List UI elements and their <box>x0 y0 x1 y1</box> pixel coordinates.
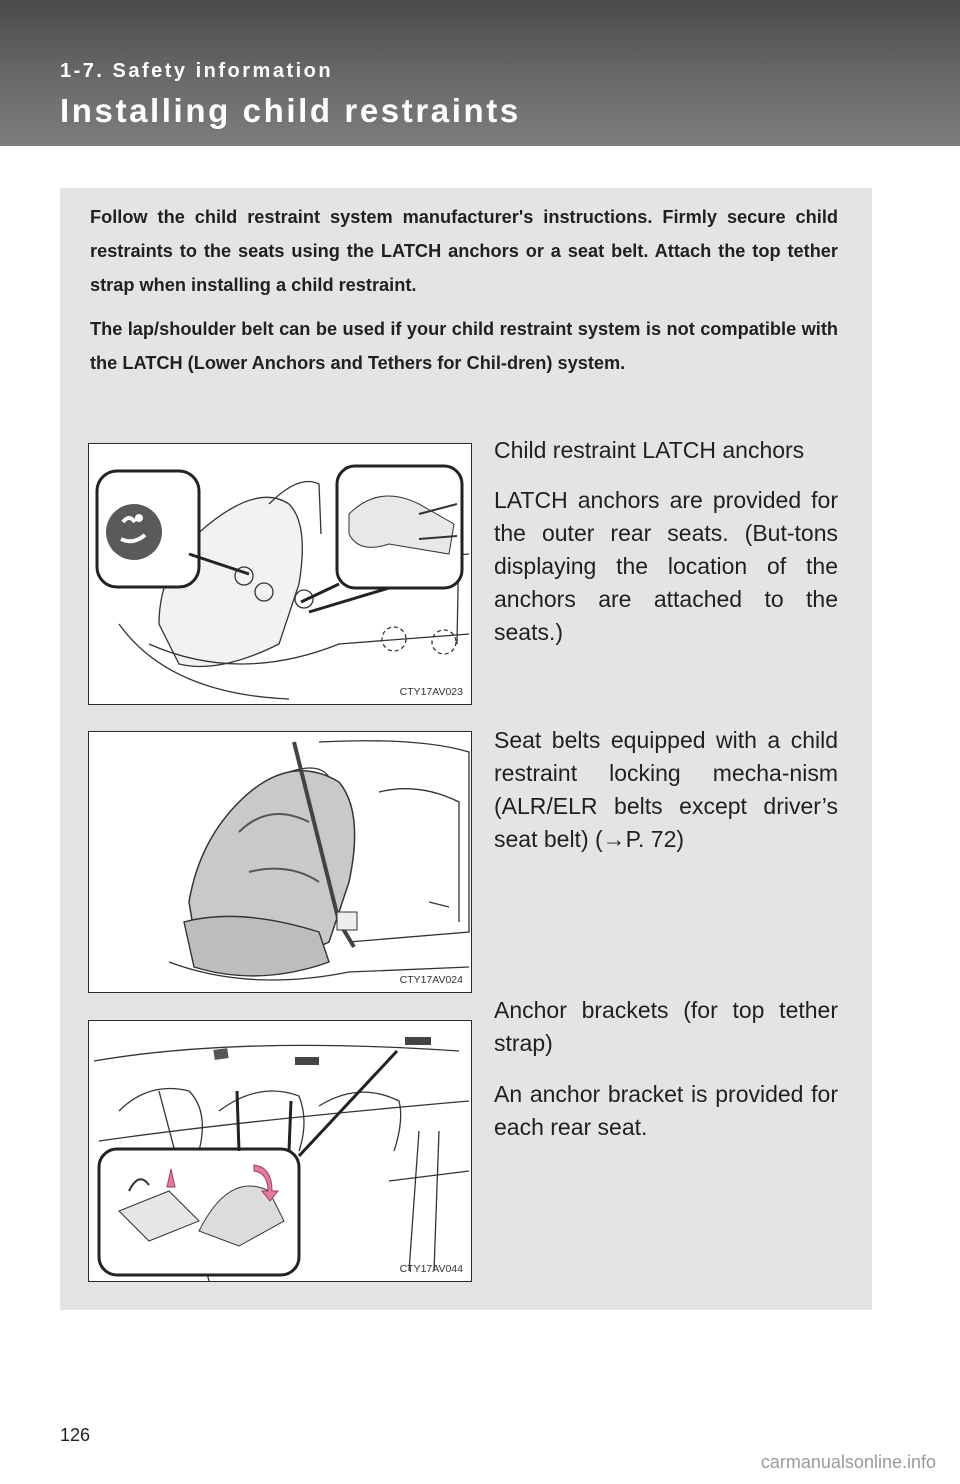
latch-heading: Child restraint LATCH anchors <box>494 437 805 463</box>
seat-belt-body: Seat belts equipped with a child restraint locking mecha-nism (ALR/ELR belts except driver’s seat belt) (→P. 72) <box>494 727 838 852</box>
figure-code: CTY17AV024 <box>399 974 463 986</box>
anchor-brackets-drawing <box>89 1021 471 1281</box>
seat-belt-illustration <box>88 731 472 993</box>
page-title: Installing child restraints <box>60 92 521 129</box>
anchor-brackets-body: An anchor bracket is provided for each rear seat. <box>494 1081 838 1140</box>
latch-body: LATCH anchors are provided for the outer rear seats. (But-tons displaying the location of the anchors are attached to the seats.) <box>494 487 838 645</box>
watermark: carmanualsonline.info <box>760 1452 936 1472</box>
page-header <box>0 0 960 146</box>
figure-code: CTY17AV044 <box>399 1263 463 1275</box>
latch-anchors-illustration <box>88 443 472 705</box>
section-title: 1-7. Safety information <box>60 60 334 82</box>
latch-anchors-drawing <box>89 444 471 704</box>
anchor-brackets-illustration <box>88 1020 472 1282</box>
intro-paragraph-1: Follow the child restraint system manufacturer's instructions. Firmly secure child restraints to the seats using the LATCH anchors or a seat belt. Attach the top tether strap when installing a child restraint. <box>90 207 838 295</box>
intro-paragraph-2: The lap/shoulder belt can be used if your child restraint system is not compatible with the LATCH (Lower Anchors and Tethers for Chil-dren) system. <box>90 319 838 373</box>
page-number: 126 <box>60 1425 91 1445</box>
figure-code: CTY17AV023 <box>399 686 463 698</box>
seat-belt-drawing <box>89 732 471 992</box>
anchor-brackets-heading: Anchor brackets (for top tether strap) <box>494 997 838 1056</box>
